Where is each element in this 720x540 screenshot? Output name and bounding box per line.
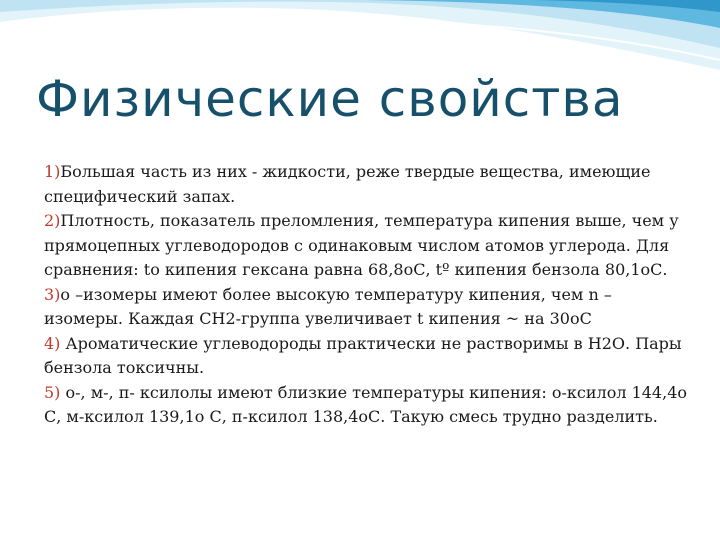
item-number: 1) [44, 162, 61, 181]
list-item [44, 283, 694, 332]
item-number: 4) [44, 333, 61, 353]
item-text: Ароматические углеводороды практически не растворимы в Н2О. Пары бензола токсичны. [44, 333, 682, 377]
item-number: 5) [44, 382, 61, 402]
item-text: о –изомеры имеют более высокую температуру кипения, чем n – изомеры. Каждая СН2-группа увеличивает t кипения ~ на 30оС [44, 284, 612, 328]
item-text: Плотность, показатель преломления, температура кипения выше, чем у прямоцепных углеводородов с одинаковым числом атомов углерода. Для сравнения: to кипения гексана равна 68,8оС, tº кипения бензола 80,1оС. [44, 211, 679, 279]
item-text: Большая часть из них - жидкости, реже твердые вещества, имеющие специфический запах. [44, 162, 651, 206]
list-item [44, 332, 694, 381]
list-item [44, 381, 694, 430]
item-number: 3) [44, 284, 61, 304]
item-number: 2) [44, 211, 61, 230]
list-item [44, 209, 694, 283]
list-item [44, 160, 694, 209]
item-text: о-, м-, п- ксилолы имеют близкие температуры кипения: о-ксилол 144,4о С, м-ксилол 139,1о С, п-ксилол 138,4оС. Такую смесь трудно разделить. [44, 382, 688, 426]
page-title: Физические свойства [36, 70, 624, 128]
content-list [44, 160, 694, 430]
